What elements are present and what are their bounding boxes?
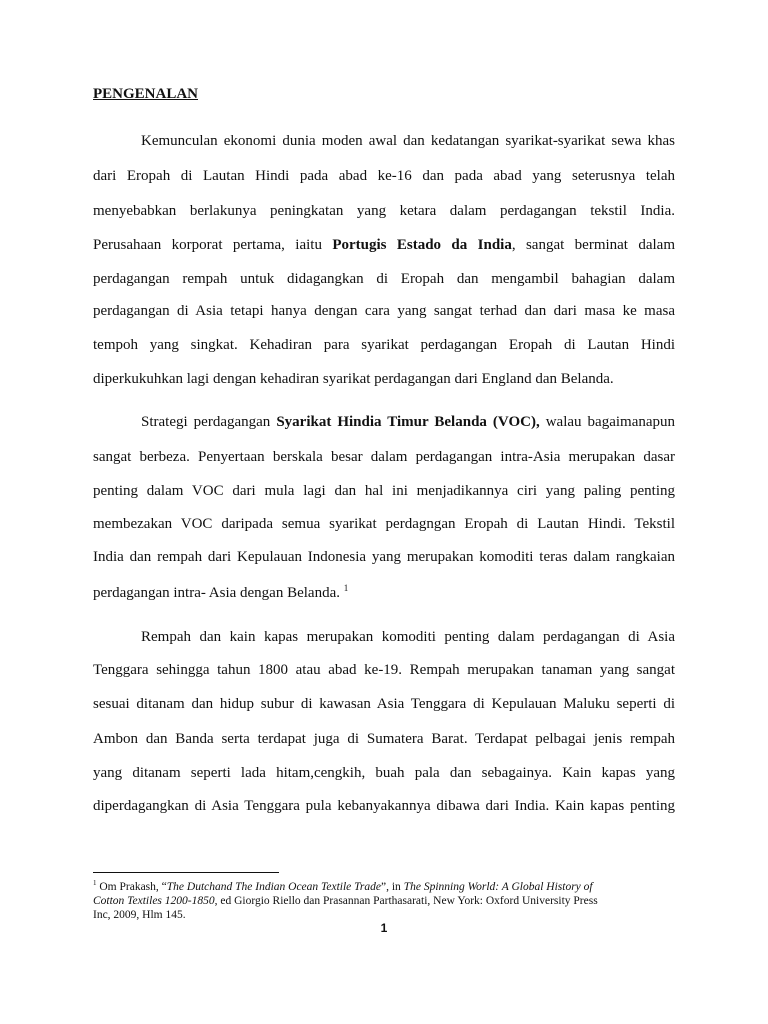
p2-line-2: sangat berbeza. Penyertaan berskala besar dalam perdagangan intra-Asia merupakan dasar: [93, 449, 675, 465]
p1-line-8: diperkukuhkan lagi dengan kehadiran syarikat perdagangan dari England dan Belanda.: [93, 371, 614, 387]
p3-line-2: Tenggara sehingga tahun 1800 atau abad ke-19. Rempah merupakan tanaman yang sangat: [93, 662, 675, 678]
footnote-number: 1: [93, 879, 97, 888]
footnote-reference[interactable]: 1: [343, 583, 349, 593]
footnote-line-2: [93, 895, 678, 909]
page-number: 1: [380, 921, 388, 935]
footnote-article-title: The Dutchand The Indian Ocean Textile Trade: [166, 881, 381, 893]
p2-line-1-text-c: walau bagaimanapun: [539, 414, 676, 430]
p1-line-3: menyebabkan berlakunya peningkatan yang ketara dalam perdagangan tekstil India.: [93, 203, 675, 219]
p1-line-4-text-a: Perusahaan korporat pertama, iaitu: [93, 237, 333, 253]
p2-line-6: [93, 584, 675, 602]
p1-line-5: perdagangan rempah untuk didagangkan di Eropah dan mengambil bahagian dalam: [93, 271, 675, 287]
p1-line-6: perdagangan di Asia tetapi hanya dengan cara yang sangat terhad dan dari masa ke masa: [93, 303, 675, 319]
p3-line-5: yang ditanam seperti lada hitam,cengkih, buah pala dan sebagainya. Kain kapas yang: [93, 765, 675, 781]
p1-line-4: [93, 236, 675, 254]
footnote-line-1: [93, 881, 678, 895]
p2-line-4: membezakan VOC daripada semua syarikat perdagngan Eropah di Lautan Hindi. Tekstil: [93, 516, 675, 532]
p2-line-3: penting dalam VOC dari mula lagi dan hal ini menjadikannya ciri yang paling penting: [93, 483, 675, 499]
footnote-publisher: , ed Giorgio Riello dan Prasannan Parthasarati, New York: Oxford University Press: [214, 895, 598, 907]
p3-line-3: sesuai ditanam dan hidup subur di kawasan Asia Tenggara di Kepulauan Maluku seperti di: [93, 696, 675, 712]
p3-line-4: Ambon dan Banda serta terdapat juga di Sumatera Barat. Terdapat pelbagai jenis rempah: [93, 731, 675, 747]
footnote-book-title-1: The Spinning World: A Global History of: [403, 881, 593, 893]
p2-line-5: India dan rempah dari Kepulauan Indonesia yang merupakan komoditi teras dalam rangkaian: [93, 549, 675, 565]
p1-line-2: dari Eropah di Lautan Hindi pada abad ke-16 dan pada abad yang seterusnya telah: [93, 168, 675, 184]
footnote-connector: ”, in: [381, 881, 404, 893]
p1-line-4-bold: Portugis Estado da India: [332, 237, 512, 253]
footnote-divider: [93, 872, 279, 873]
p2-line-6-text: perdagangan intra- Asia dengan Belanda.: [93, 585, 344, 601]
section-heading: PENGENALAN: [93, 86, 199, 102]
footnote-line-3: Inc, 2009, Hlm 145.: [93, 909, 186, 921]
p3-line-6: diperdagangkan di Asia Tenggara pula kebanyakannya dibawa dari India. Kain kapas penting: [93, 798, 675, 814]
p1-line-7: tempoh yang singkat. Kehadiran para syarikat perdagangan Eropah di Lautan Hindi: [93, 337, 675, 353]
footnote-author: Om Prakash, “: [96, 881, 167, 893]
p1-line-1: Kemunculan ekonomi dunia moden awal dan kedatangan syarikat-syarikat sewa khas: [141, 133, 675, 149]
p3-line-1: Rempah dan kain kapas merupakan komoditi penting dalam perdagangan di Asia: [141, 629, 675, 645]
p2-line-1: [141, 413, 675, 431]
footnote-book-title-2: Cotton Textiles 1200-1850: [93, 895, 215, 907]
p2-line-1-text-a: Strategi perdagangan: [141, 414, 277, 430]
p2-line-1-bold: Syarikat Hindia Timur Belanda (VOC),: [276, 414, 540, 430]
p1-line-4-text-c: , sangat berminat dalam: [511, 237, 675, 253]
